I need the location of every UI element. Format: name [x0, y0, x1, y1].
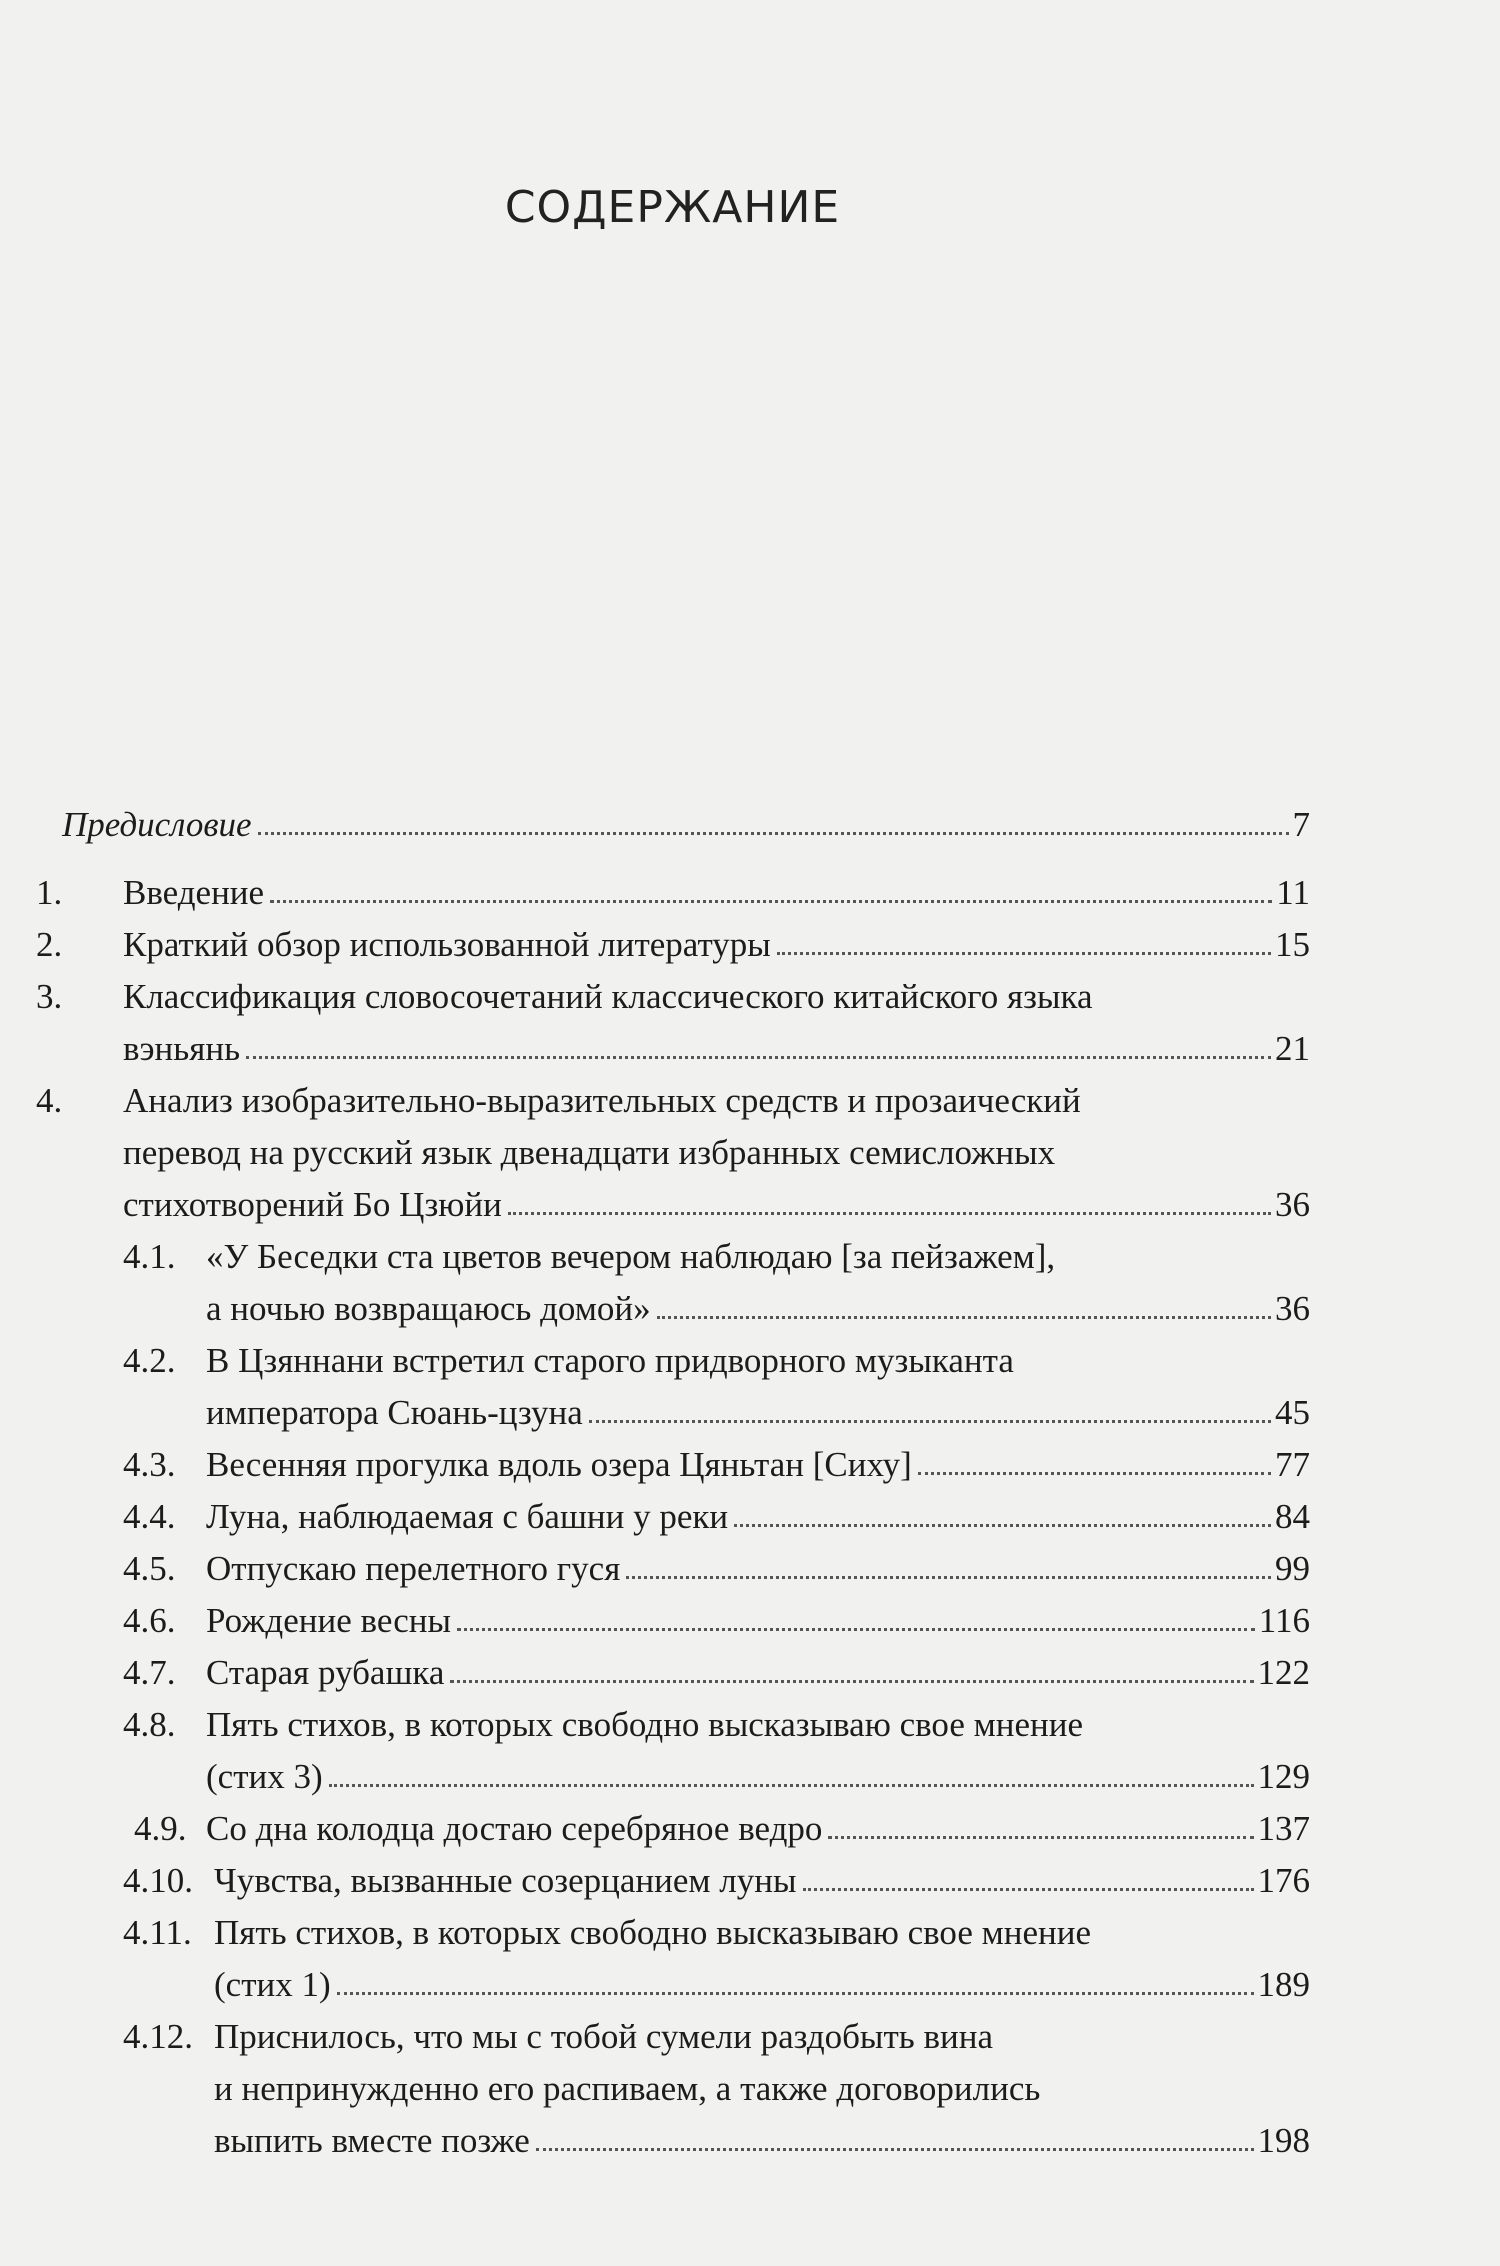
toc-entry [214, 2106, 1310, 2158]
toc-page-number: 15 [1275, 925, 1310, 964]
toc-entry-title: Классификация словосочетаний классического китайского языка [123, 977, 1093, 1016]
toc-entry-title: Отпускаю перелетного гуся [206, 1549, 621, 1588]
toc-entry-title: Весенняя прогулка вдоль озера Цяньтан [Сиху] [206, 1445, 912, 1484]
dot-leader [258, 832, 1289, 835]
dot-leader [828, 1836, 1253, 1839]
toc-entry-title: и непринужденно его распиваем, а также договорились [214, 2069, 1041, 2108]
dot-leader [734, 1524, 1271, 1527]
toc-entry [123, 1586, 1310, 1640]
toc-page-number: 99 [1275, 1549, 1310, 1588]
toc-entry [206, 1742, 1310, 1794]
toc-entry [123, 1170, 1310, 1222]
toc-entry-title: Пять стихов, в которых свободно высказываю свое мнение [214, 1913, 1092, 1952]
toc-entry-title: Чувства, вызванные созерцанием луны [214, 1861, 797, 1900]
page-title: СОДЕРЖАНИЕ [504, 182, 841, 233]
toc-page-number: 116 [1258, 1601, 1310, 1640]
dot-leader [536, 2148, 1254, 2151]
toc-page-number: 36 [1275, 1289, 1310, 1328]
toc-entry-line [123, 1118, 1055, 1170]
toc-entry-line [36, 1066, 1081, 1120]
toc-entry-line [123, 1690, 1084, 1744]
toc-entry-line [214, 2054, 1040, 2106]
toc-page-number: 176 [1257, 1861, 1310, 1900]
toc-entry-title: (стих 3) [206, 1757, 323, 1796]
toc-entry [123, 1482, 1310, 1536]
toc-entry [123, 1534, 1310, 1588]
toc-entry [123, 1638, 1310, 1692]
toc-entry-line [123, 1898, 1092, 1952]
toc-entry-title: Анализ изобразительно-выразительных средств и прозаический [123, 1081, 1081, 1120]
toc-entry-title: Луна, наблюдаемая с башни у реки [206, 1497, 729, 1536]
toc-entry [36, 858, 1310, 912]
toc-entry-number: 4.9. [134, 1809, 187, 1848]
toc-entry [123, 1846, 1310, 1900]
toc-entry [62, 790, 1310, 842]
toc-page-number: 122 [1257, 1653, 1310, 1692]
toc-entry-number: 3. [36, 977, 63, 1016]
toc-page-number: 77 [1275, 1445, 1310, 1484]
dot-leader [626, 1576, 1271, 1579]
toc-page-number: 36 [1275, 1185, 1310, 1224]
dot-leader [777, 952, 1271, 955]
toc-entry [206, 1274, 1310, 1326]
toc-entry-title: Приснилось, что мы с тобой сумели раздобыть вина [214, 2017, 993, 2056]
toc-entry-number: 4.1. [123, 1237, 176, 1276]
toc-entry [206, 1378, 1310, 1430]
toc-entry-title: императора Сюань-цзуна [206, 1393, 583, 1432]
toc-entry-number: 1. [36, 873, 63, 912]
toc-page-number: 11 [1276, 873, 1310, 912]
toc-entry [36, 910, 1310, 964]
toc-entry-title: (стих 1) [214, 1965, 331, 2004]
toc-entry-title: Старая рубашка [206, 1653, 445, 1692]
toc-entry-title: Со дна колодца достаю серебряное ведро [206, 1809, 823, 1848]
toc-entry-line [123, 1326, 1014, 1380]
toc-entry-title: В Цзяннани встретил старого придворного музыканта [206, 1341, 1014, 1380]
toc-page-number: 45 [1275, 1393, 1310, 1432]
toc-entry-title: вэньянь [123, 1029, 241, 1068]
toc-entry-number: 4.6. [123, 1601, 176, 1640]
toc-entry-line [36, 962, 1093, 1016]
toc-entry-title: а ночью возвращаюсь домой» [206, 1289, 651, 1328]
toc-entry-title: стихотворений Бо Цзюйи [123, 1185, 502, 1224]
toc-entry-number: 4.5. [123, 1549, 176, 1588]
dot-leader [270, 900, 1272, 903]
dot-leader [918, 1472, 1271, 1475]
toc-entry [214, 1950, 1310, 2002]
dot-leader [657, 1316, 1271, 1319]
toc-entry-line [123, 2002, 993, 2056]
toc-page-number: 137 [1257, 1809, 1310, 1848]
dot-leader [589, 1420, 1271, 1423]
toc-page-number: 84 [1275, 1497, 1310, 1536]
dot-leader [803, 1888, 1254, 1891]
toc-entry-number: 2. [36, 925, 63, 964]
toc-page-number: 7 [1292, 805, 1310, 844]
toc-entry-number: 4.3. [123, 1445, 176, 1484]
toc-entry-number: 4.8. [123, 1705, 176, 1744]
toc-entry-number: 4.11. [123, 1913, 192, 1952]
dot-leader [457, 1628, 1255, 1631]
toc-entry-number: 4.2. [123, 1341, 176, 1380]
dot-leader [329, 1784, 1254, 1787]
dot-leader [246, 1056, 1271, 1059]
toc-page-number: 129 [1257, 1757, 1310, 1796]
toc-entry-number: 4.4. [123, 1497, 176, 1536]
toc-page-number: 189 [1257, 1965, 1310, 2004]
toc-entry-title: «У Беседки ста цветов вечером наблюдаю [за пейзажем], [206, 1237, 1056, 1276]
toc-page-number: 21 [1275, 1029, 1310, 1068]
toc-entry-title: Предисловие [62, 805, 252, 844]
toc-entry-title: Краткий обзор использованной литературы [123, 925, 771, 964]
toc-entry [123, 1014, 1310, 1066]
toc-entry-title: выпить вместе позже [214, 2121, 530, 2160]
toc-entry-line [123, 1222, 1056, 1276]
dot-leader [337, 1992, 1254, 1995]
toc-entry-number: 4.7. [123, 1653, 176, 1692]
toc-entry [123, 1430, 1310, 1484]
toc-entry [134, 1794, 1310, 1848]
toc-entry-title: Пять стихов, в которых свободно высказываю свое мнение [206, 1705, 1084, 1744]
toc-page-number: 198 [1257, 2121, 1310, 2160]
toc-entry-number: 4.12. [123, 2017, 193, 2056]
toc-entry-number: 4. [36, 1081, 63, 1120]
toc-entry-title: перевод на русский язык двенадцати избранных семисложных [123, 1133, 1056, 1172]
dot-leader [450, 1680, 1253, 1683]
toc-entry-title: Рождение весны [206, 1601, 451, 1640]
dot-leader [508, 1212, 1271, 1215]
toc-entry-title: Введение [123, 873, 265, 912]
toc-entry-number: 4.10. [123, 1861, 193, 1900]
